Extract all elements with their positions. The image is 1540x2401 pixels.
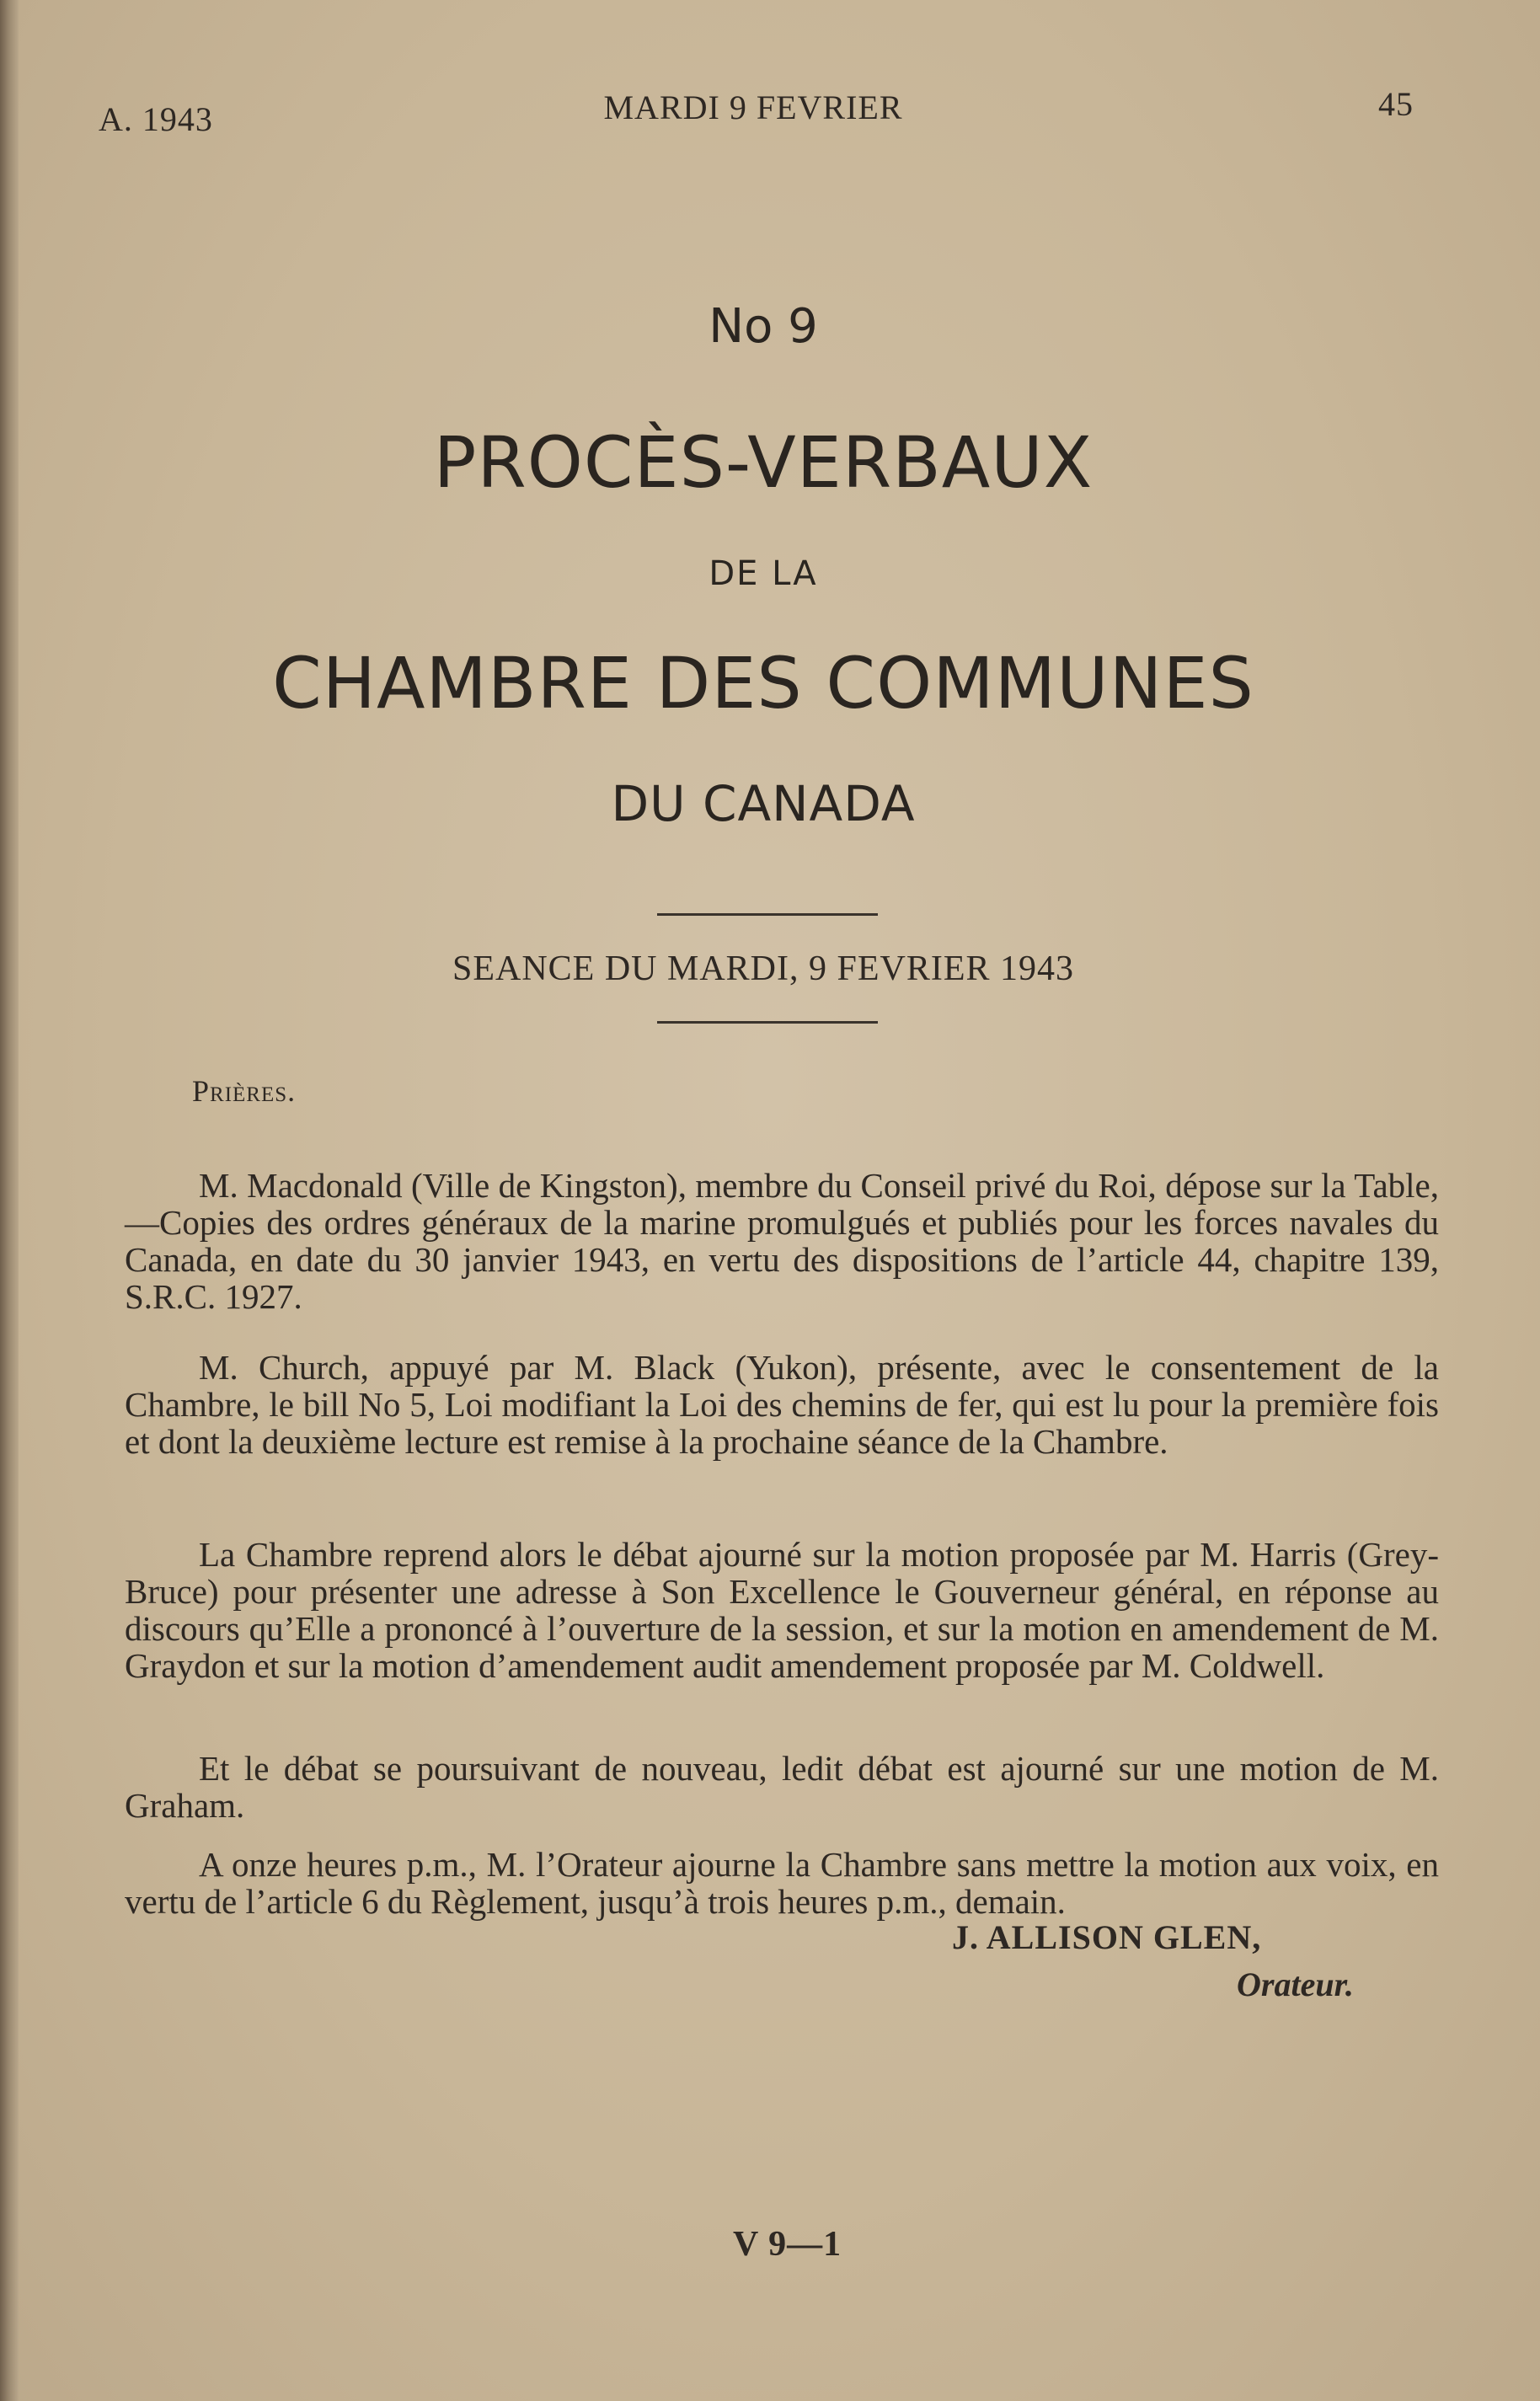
running-header-date: MARDI 9 FEVRIER	[603, 88, 903, 126]
signature-name: J. ALLISON GLEN,	[952, 1918, 1262, 1956]
paragraph-debat: La Chambre reprend alors le débat ajourné sur la motion proposée par M. Harris (Grey-Bruce) pour présenter une adresse à Son Excellence le Gouverneur général, en réponse au discours qu’Elle a prononcé à l’ouverture de la session, et sur la motion en amendement de M. Graydon et sur la motion d’amendement audit amendement proposée par M. Coldwell.	[125, 1535, 1439, 1685]
paragraph-onze-heures: A onze heures p.m., M. l’Orateur ajourne la Chambre sans mettre la motion aux voix, en vertu de l’article 6 du Règlement, jusqu’à trois heures p.m., demain.	[125, 1845, 1439, 1921]
title-de-la: DE LA	[709, 554, 818, 593]
title-proces-verbaux: PROCÈS-VERBAUX	[433, 421, 1094, 504]
page-number: 45	[1378, 85, 1414, 123]
paragraph-ajourne: Et le débat se poursuivant de nouveau, ledit débat est ajourné sur une motion de M. Graham.	[125, 1749, 1439, 1825]
paragraph-macdonald: M. Macdonald (Ville de Kingston), membre du Conseil privé du Roi, dépose sur la Table,—Copies des ordres généraux de la marine promulgués et publiés pour les forces navales du Canada, en date du 30 janvier 1943, en vertu des dispositions de l’article 44, chapitre 139, S.R.C. 1927.	[125, 1166, 1439, 1316]
binding-edge	[0, 0, 19, 2401]
divider-bottom	[657, 1021, 878, 1024]
divider-top	[657, 913, 878, 916]
prieres-label: Prières.	[192, 1074, 297, 1108]
title-du-canada: DU CANADA	[611, 775, 916, 832]
seance-heading: SEANCE DU MARDI, 9 FEVRIER 1943	[452, 949, 1075, 988]
printer-signature-mark: V 9—1	[733, 2225, 842, 2264]
issue-number: No 9	[709, 299, 818, 354]
paragraph-church: M. Church, appuyé par M. Black (Yukon), présente, avec le consentement de la Chambre, le bill No 5, Loi modifiant la Loi des chemins de fer, qui est lu pour la première fois et dont la deuxième lecture est remise à la prochaine séance de la Chambre.	[125, 1348, 1439, 1461]
title-chambre-des-communes: CHAMBRE DES COMMUNES	[272, 642, 1254, 725]
signature-title: Orateur.	[1237, 1965, 1354, 2003]
running-header-year: A. 1943	[99, 100, 213, 138]
